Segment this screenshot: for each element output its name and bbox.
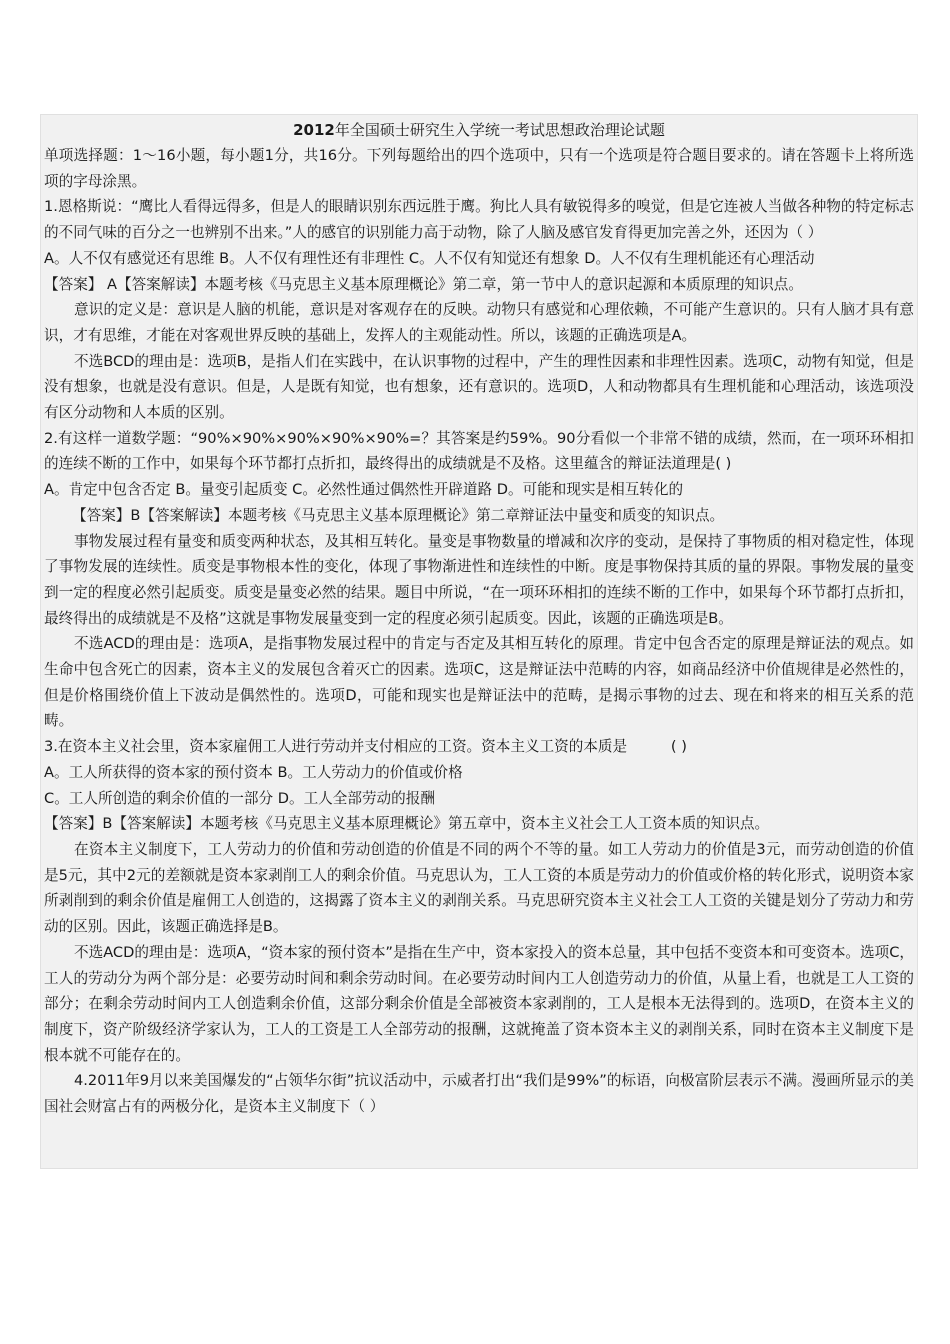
document-panel bbox=[40, 114, 918, 1169]
paragraph: A。肯定中包含否定 B。量变引起质变 C。必然性通过偶然性开辟道路 D。可能和现实是相互转化的 bbox=[44, 481, 684, 499]
paragraph: 意识的定义是：意识是人脑的机能，意识是对客观存在的反映。动物只有感觉和心理依赖，不可能产生意识的。只有人脑才具有意识，才有思维，才能在对客观世界反映的基础上，发挥人的主观能动性。所以，该题的正确选项是A。 bbox=[44, 301, 914, 344]
paragraph: A。工人所获得的资本家的预付资本 B。工人劳动力的价值或价格 bbox=[44, 763, 463, 781]
title-year: 2012 bbox=[293, 121, 335, 139]
document-title bbox=[44, 117, 914, 143]
paragraph: 在资本主义制度下，工人劳动力的价值和劳动创造的价值是不同的两个不等的量。如工人劳动力的价值是3元，而劳动创造的价值是5元，其中2元的差额就是资本家剥削工人的剩余价值。马克思认为，工人工资的本质是劳动力的价值或价格的转化形式，说明资本家所剥削到的剩余价值是雇佣工人创造的，这揭露了资本主义的剥削关系。马克思研究资本主义社会工人工资的关键是划分了劳动力和劳动的区别。因此，该题正确选择是B。 bbox=[44, 840, 914, 936]
paragraph: 1.恩格斯说：“鹰比人看得远得多，但是人的眼睛识别东西远胜于鹰。狗比人具有敏锐得多的嗅觉，但是它连被人当做各种物的特定标志的不同气味的百分之一也辨别不出来。”人的感官的识别能力高于动物，除了人脑及感官发育得更加完善之外，还因为（ ） bbox=[44, 198, 914, 242]
document-body bbox=[44, 143, 914, 1120]
paragraph: A。人不仅有感觉还有思维 B。人不仅有理性还有非理性 C。人不仅有知觉还有想象 D。人不仅有生理机能还有心理活动 bbox=[44, 249, 815, 267]
paragraph: 【答案】 A【答案解读】本题考核《马克思主义基本原理概论》第二章，第一节中人的意识起源和本质原理的知识点。 bbox=[44, 275, 803, 293]
paragraph: C。工人所创造的剩余价值的一部分 D。工人全部劳动的报酬 bbox=[44, 789, 435, 807]
paragraph: 3.在资本主义社会里，资本家雇佣工人进行劳动并支付相应的工资。资本主义工资的本质是 ( ) bbox=[44, 738, 687, 756]
paragraph: 2.有这样一道数学题：“90%×90%×90%×90%×90%=？其答案是约59%。90分看似一个非常不错的成绩，然而，在一项环环相扣的连续不断的工作中，如果每个环节都打点折扣，最终得出的成绩就是不及格。这里蕴含的辩证法道理是( ) bbox=[44, 429, 914, 473]
paragraph: 4.2011年9月以来美国爆发的“占领华尔街”抗议活动中，示威者打出“我们是99%”的标语，向极富阶层表示不满。漫画所显示的美国社会财富占有的两极分化，是资本主义制度下（ ） bbox=[44, 1072, 914, 1116]
paragraph: 不选ACD的理由是：选项A，“资本家的预付资本”是指在生产中，资本家投入的资本总量，其中包括不变资本和可变资本。选项C，工人的劳动分为两个部分是：必要劳动时间和剩余劳动时间。在必要劳动时间内工人创造劳动力的价值，从量上看，也就是工人工资的部分；在剩余劳动时间内工人创造剩余价值，这部分剩余价值是全部被资本家剥削的，工人是根本无法得到的。选项D，在资本主义的制度下，资产阶级经济学家认为，工人的工资是工人全部劳动的报酬，这就掩盖了资本资本主义的剥削关系，同时在资本主义制度下是根本就不可能存在的。 bbox=[44, 943, 914, 1064]
paragraph: 不选BCD的理由是：选项B，是指人们在实践中，在认识事物的过程中，产生的理性因素和非理性因素。选项C，动物有知觉，但是没有想象，也就是没有意识。但是，人是既有知觉，也有想象，还有意识的。选项D，人和动物都具有生理机能和心理活动，该选项没有区分动物和人本质的区别。 bbox=[44, 352, 914, 422]
paragraph: 事物发展过程有量变和质变两种状态，及其相互转化。量变是事物数量的增减和次序的变动，是保持了事物质的相对稳定性，体现了事物发展的连续性。质变是事物根本性的变化，体现了事物渐进性和连续性的中断。度是事物保持其质的量的界限。事物发展的量变到一定的程度必然引起质变。质变是量变必然的结果。题目中所说，“在一项环环相扣的连续不断的工作中，如果每个环节都打点折扣，最终得出的成绩就是不及格”这就是事物发展量变到一定的程度必须引起质变。因此，该题的正确选项是B。 bbox=[44, 532, 914, 627]
paragraph: 【答案】B【答案解读】本题考核《马克思主义基本原理概论》第五章中，资本主义社会工人工资本质的知识点。 bbox=[44, 815, 770, 833]
paragraph: 不选ACD的理由是：选项A，是指事物发展过程中的肯定与否定及其相互转化的原理。肯定中包含否定的原理是辩证法的观点。如生命中包含死亡的因素，资本主义的发展包含着灭亡的因素。选项C，这是辩证法中范畴的内容，如商品经济中价值规律是必然性的，但是价格围绕价值上下波动是偶然性的。选项D，可能和现实也是辩证法中的范畴，是揭示事物的过去、现在和将来的相互关系的范畴。 bbox=[44, 635, 914, 730]
paragraph: 【答案】B【答案解读】本题考核《马克思主义基本原理概论》第二章辩证法中量变和质变的知识点。 bbox=[72, 506, 725, 524]
title-text: 年全国硕士研究生入学统一考试思想政治理论试题 bbox=[334, 121, 665, 139]
paragraph: 单项选择题：1～16小题，每小题1分，共16分。下列每题给出的四个选项中，只有一个选项是符合题目要求的。请在答题卡上将所选项的字母涂黑。 bbox=[44, 147, 914, 190]
